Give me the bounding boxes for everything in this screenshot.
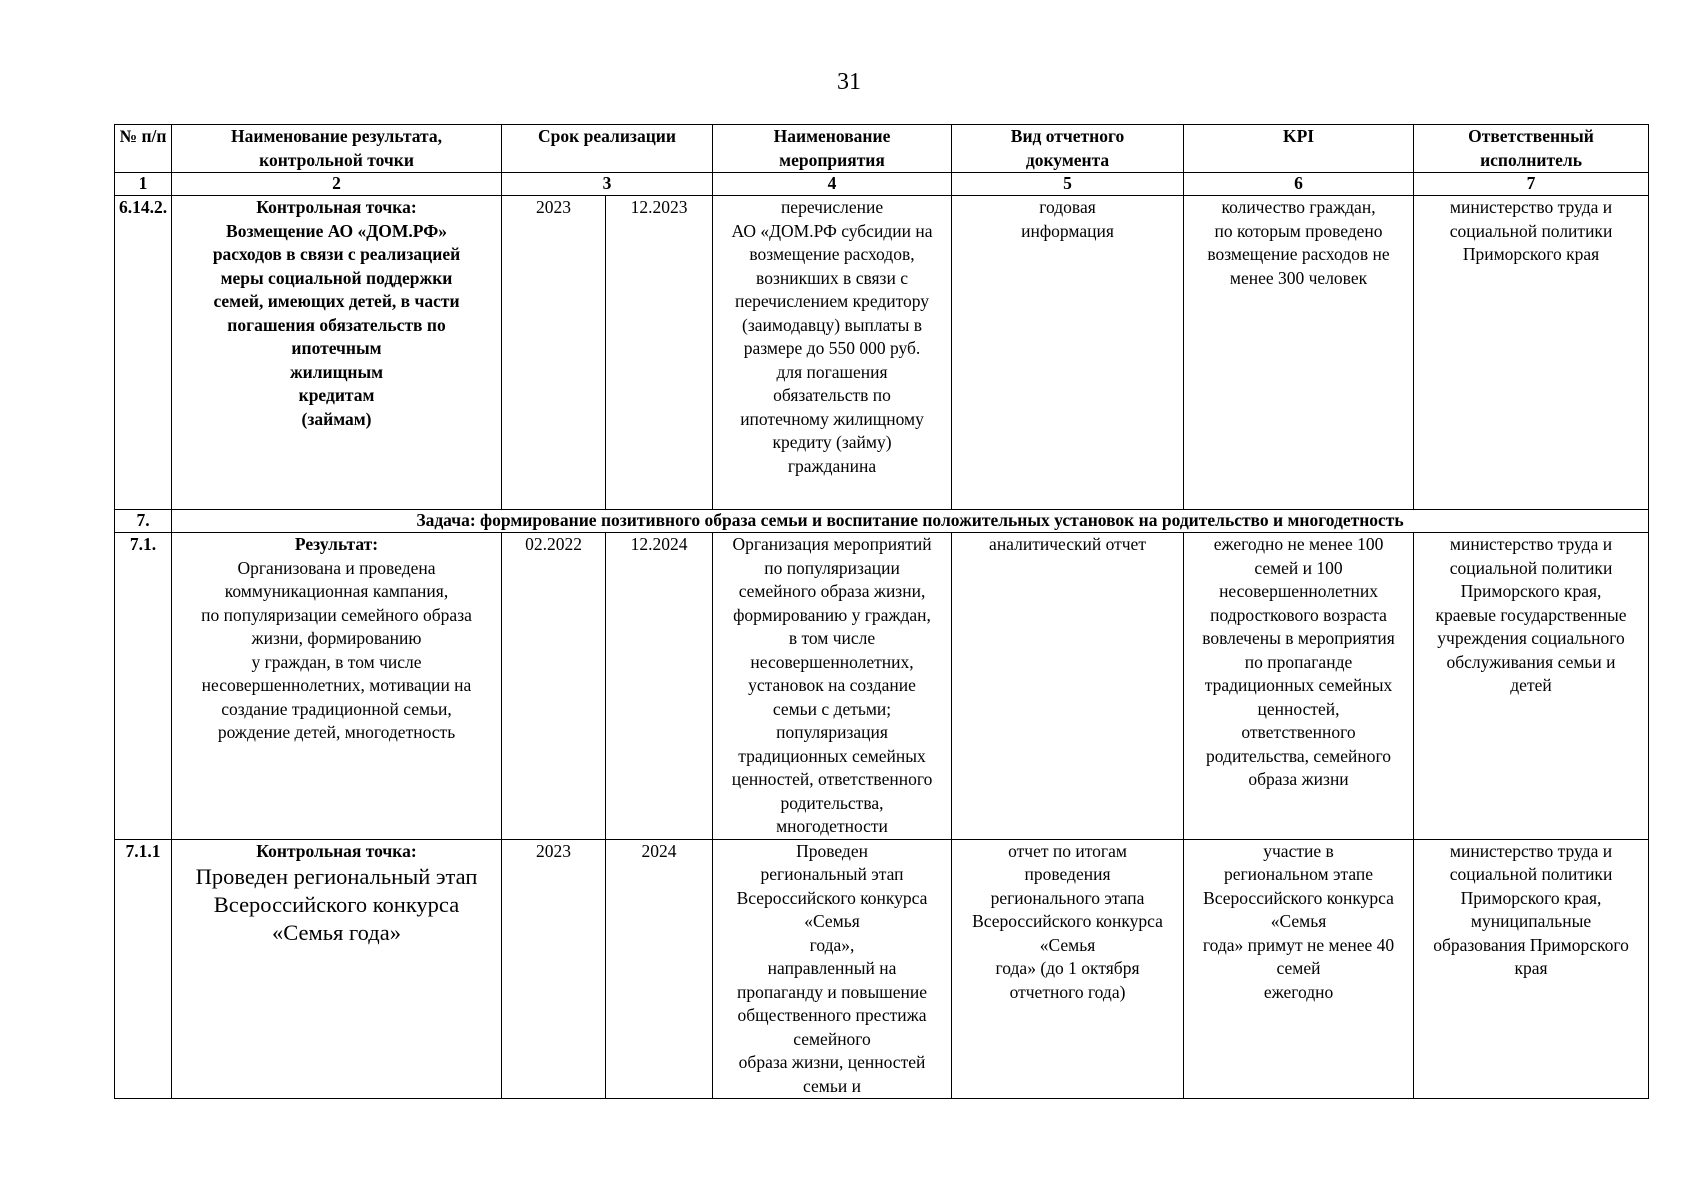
row-number: 7.1.: [115, 533, 172, 840]
kpi-value: ежегодно не менее 100 семей и 100 несовершеннолетних подросткового возраста вовлечены в мероприятия по пропаганде традиционных семейных ценностей, ответственного родительства, семейного образа жизни: [1184, 533, 1414, 840]
result-cell: [172, 533, 502, 840]
start-date: 2023: [502, 196, 606, 510]
header-result-name: Наименование результата, контрольной точки: [172, 125, 502, 173]
column-number: 4: [713, 173, 952, 196]
row-number: 7.1.1: [115, 839, 172, 1099]
header-event-name: Наименование мероприятия: [713, 125, 952, 173]
kpi-value: участие в региональном этапе Всероссийского конкурса «Семья года» примут не менее 40 семей ежегодно: [1184, 839, 1414, 1099]
table-row: [115, 533, 1649, 840]
task-number: 7.: [115, 510, 172, 533]
result-cell: [172, 839, 502, 1099]
row-label: Контрольная точка:: [256, 840, 417, 861]
result-name: Проведен региональный этап Всероссийского конкурса «Семья года»: [195, 864, 478, 945]
plan-table: [114, 124, 1649, 1099]
column-number: 1: [115, 173, 172, 196]
task-text: Задача: формирование позитивного образа семьи и воспитание положительных установок на родительство и многодетность: [172, 510, 1649, 533]
table-row: [115, 196, 1649, 510]
header-num: № п/п: [115, 125, 172, 173]
column-number: 3: [502, 173, 713, 196]
task-row: [115, 510, 1649, 533]
table-header-row: [115, 125, 1649, 173]
column-number: 7: [1414, 173, 1649, 196]
end-date: 2024: [606, 839, 713, 1099]
row-number: 6.14.2.: [115, 196, 172, 510]
responsible-executor: министерство труда и социальной политики Приморского края, краевые государственные учреждения социального обслуживания семьи и детей: [1414, 533, 1649, 840]
row-label: Контрольная точка:: [256, 197, 417, 217]
row-label: Результат:: [294, 534, 379, 554]
header-report-type: Вид отчетного документа: [952, 125, 1184, 173]
responsible-executor: министерство труда и социальной политики Приморского края: [1414, 196, 1649, 510]
column-number: 2: [172, 173, 502, 196]
result-cell: [172, 196, 502, 510]
event-description: Организация мероприятий по популяризации семейного образа жизни, формированию у граждан, в том числе несовершеннолетних, установок на создание семьи с детьми; популяризация традиционных семейных ценностей, ответственного родительства, многодетности: [713, 533, 952, 840]
start-date: 02.2022: [502, 533, 606, 840]
column-numbers-row: [115, 173, 1649, 196]
event-description: перечисление АО «ДОМ.РФ субсидии на возмещение расходов, возникших в связи с перечислением кредитору (заимодавцу) выплаты в размере до 550 000 руб. для погашения обязательств по ипотечному жилищному кредиту (займу) гражданина: [713, 196, 952, 510]
result-name: Возмещение АО «ДОМ.РФ» расходов в связи с реализацией меры социальной поддержки семей, имеющих детей, в части погашения обязательств по ипотечным жилищным кредитам (займам): [212, 220, 461, 429]
page-number: 31: [837, 69, 861, 95]
report-type: годовая информация: [952, 196, 1184, 510]
column-number: 5: [952, 173, 1184, 196]
end-date: 12.2024: [606, 533, 713, 840]
event-description: Проведен региональный этап Всероссийского конкурса «Семья года», направленный на пропаганду и повышение общественного престижа семейного образа жизни, ценностей семьи и: [713, 839, 952, 1099]
header-responsible: Ответственный исполнитель: [1414, 125, 1649, 173]
report-type: отчет по итогам проведения регионального этапа Всероссийского конкурса «Семья года» (до 1 октября отчетного года): [952, 839, 1184, 1099]
start-date: 2023: [502, 839, 606, 1099]
header-term: Срок реализации: [502, 125, 713, 173]
report-type: аналитический отчет: [952, 533, 1184, 840]
responsible-executor: министерство труда и социальной политики Приморского края, муниципальные образования Приморского края: [1414, 839, 1649, 1099]
end-date: 12.2023: [606, 196, 713, 510]
result-name: Организована и проведена коммуникационная кампания, по популяризации семейного образа жизни, формированию у граждан, в том числе несовершеннолетних, мотивации на создание традиционной семьи, рождение детей, многодетность: [201, 557, 472, 742]
table-row: [115, 839, 1649, 1099]
kpi-value: количество граждан, по которым проведено возмещение расходов не менее 300 человек: [1184, 196, 1414, 510]
header-kpi: KPI: [1184, 125, 1414, 173]
column-number: 6: [1184, 173, 1414, 196]
